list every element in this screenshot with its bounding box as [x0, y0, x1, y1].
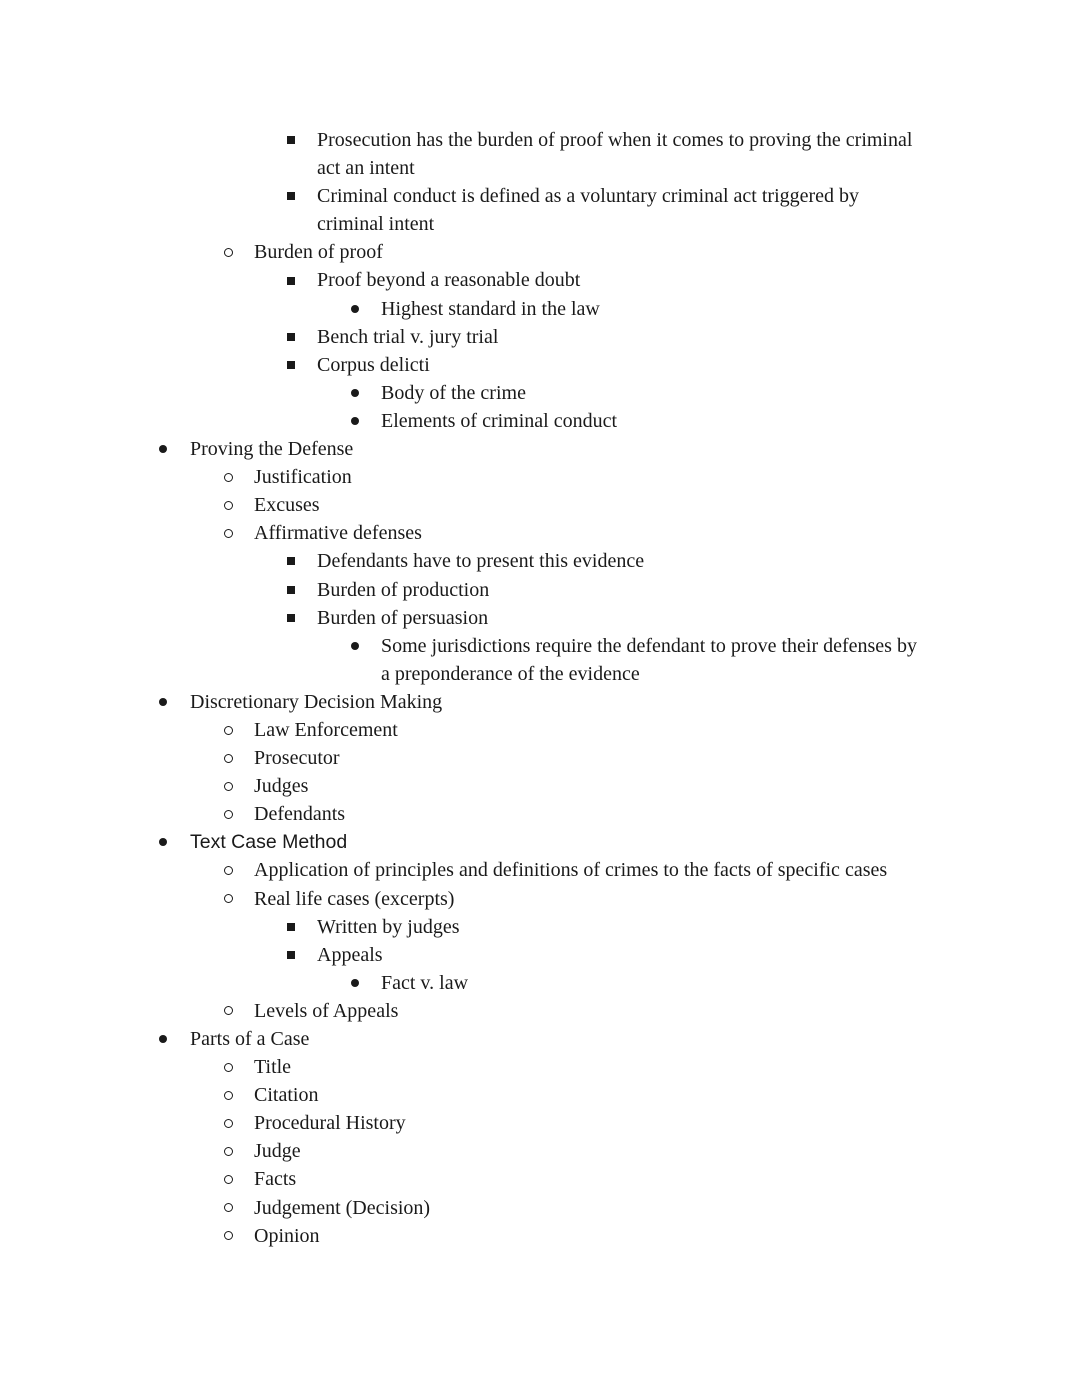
bullet-circle-icon [220, 716, 236, 744]
bullet-dot-icon [347, 969, 363, 997]
outline-item [0, 828, 1080, 856]
outline-item [0, 519, 1080, 547]
outline-item-text: Parts of a Case [190, 1028, 310, 1050]
outline-item-text: act an intent [317, 157, 415, 180]
outline-item [0, 1025, 1080, 1053]
outline-item [0, 1165, 1080, 1193]
outline-item-text: Facts [254, 1168, 297, 1191]
outline-item [0, 856, 1080, 884]
outline-item-text: Proving the Defense [190, 438, 354, 461]
bullet-square-icon [283, 182, 299, 210]
bullet-circle-icon [220, 856, 236, 884]
outline-item-text: Judgement (Decision) [254, 1196, 431, 1219]
bullet-dot-icon [155, 688, 171, 716]
bullet-square-icon [283, 604, 299, 632]
outline-item [0, 632, 1080, 660]
outline-continuation-line [0, 154, 1080, 182]
bullet-circle-icon [220, 1222, 236, 1250]
bullet-dot-icon [155, 1025, 171, 1053]
bullet-dot-icon [347, 632, 363, 660]
bullet-square-icon [283, 941, 299, 969]
outline-item [0, 407, 1080, 435]
outline-item-text: Body of the crime [381, 381, 526, 404]
bullet-circle-icon [220, 885, 236, 913]
bullet-circle-icon [220, 1081, 236, 1109]
outline-item [0, 351, 1080, 379]
outline-item [0, 379, 1080, 407]
outline-item-text: Justification [254, 466, 352, 489]
outline-continuation-line [0, 660, 1080, 688]
outline-item-text: Some jurisdictions require the defendant to prove their defenses by [381, 634, 917, 657]
bullet-circle-icon [220, 238, 236, 266]
bullet-circle-icon [220, 772, 236, 800]
outline-item-text: Judge [254, 1140, 301, 1163]
bullet-circle-icon [220, 491, 236, 519]
outline-item-text: Prosecutor [254, 747, 340, 770]
bullet-circle-icon [220, 1109, 236, 1137]
outline-item-text: Text Case Method [190, 831, 348, 854]
outline-item-text: Defendants [254, 803, 346, 826]
outline-item [0, 969, 1080, 997]
outline-document [0, 126, 1080, 1250]
outline-item-text: Bench trial v. jury trial [317, 325, 499, 348]
outline-continuation-line [0, 210, 1080, 238]
bullet-dot-icon [155, 435, 171, 463]
outline-item-text: Highest standard in the law [381, 297, 600, 320]
bullet-square-icon [283, 913, 299, 941]
bullet-circle-icon [220, 1165, 236, 1193]
bullet-square-icon [283, 323, 299, 351]
outline-item-text: Affirmative defenses [254, 522, 422, 545]
outline-item [0, 1137, 1080, 1165]
outline-item-text: a preponderance of the evidence [381, 662, 640, 685]
bullet-circle-icon [220, 744, 236, 772]
outline-item [0, 435, 1080, 463]
outline-item-text: Citation [254, 1084, 319, 1107]
bullet-circle-icon [220, 800, 236, 828]
bullet-circle-icon [220, 997, 236, 1025]
outline-item [0, 1053, 1080, 1081]
bullet-circle-icon [220, 1194, 236, 1222]
bullet-dot-icon [347, 379, 363, 407]
outline-item [0, 716, 1080, 744]
bullet-square-icon [283, 266, 299, 294]
bullet-circle-icon [220, 1053, 236, 1081]
bullet-circle-icon [220, 463, 236, 491]
bullet-square-icon [283, 576, 299, 604]
outline-item-text: Prosecution has the burden of proof when it comes to proving the criminal [317, 129, 913, 151]
outline-item-text: Procedural History [254, 1112, 406, 1135]
outline-item-text: Appeals [317, 943, 383, 966]
outline-item-text: Excuses [254, 494, 320, 517]
outline-item-text: Written by judges [317, 915, 460, 938]
outline-item-text: Judges [254, 775, 309, 798]
outline-item [0, 1081, 1080, 1109]
outline-item [0, 1109, 1080, 1137]
outline-item-text: Fact v. law [381, 971, 469, 994]
outline-item [0, 182, 1080, 210]
outline-item [0, 576, 1080, 604]
outline-item-text: Burden of proof [254, 241, 383, 264]
outline-item-text: Burden of persuasion [317, 606, 489, 629]
bullet-square-icon [283, 547, 299, 575]
outline-item [0, 1222, 1080, 1250]
outline-item [0, 913, 1080, 941]
bullet-square-icon [283, 126, 299, 154]
outline-item [0, 547, 1080, 575]
outline-item-text: Real life cases (excerpts) [254, 887, 455, 910]
bullet-square-icon [283, 351, 299, 379]
outline-item [0, 604, 1080, 632]
outline-item [0, 1194, 1080, 1222]
outline-item-text: Law Enforcement [254, 718, 398, 741]
outline-item-text: Discretionary Decision Making [190, 690, 443, 713]
outline-item [0, 800, 1080, 828]
outline-item-text: Corpus delicti [317, 353, 430, 376]
outline-item [0, 295, 1080, 323]
outline-item [0, 744, 1080, 772]
bullet-circle-icon [220, 519, 236, 547]
outline-item [0, 688, 1080, 716]
bullet-dot-icon [347, 407, 363, 435]
outline-item-text: Elements of criminal conduct [381, 409, 618, 432]
outline-item [0, 463, 1080, 491]
outline-item-text: criminal intent [317, 213, 435, 236]
outline-item [0, 885, 1080, 913]
outline-item-text: Opinion [254, 1224, 320, 1247]
outline-item-text: Levels of Appeals [254, 999, 399, 1022]
outline-item [0, 323, 1080, 351]
outline-item [0, 491, 1080, 519]
outline-item-text: Proof beyond a reasonable doubt [317, 269, 581, 292]
outline-item [0, 126, 1080, 154]
outline-item-text: Title [254, 1056, 292, 1079]
outline-item [0, 997, 1080, 1025]
outline-item [0, 238, 1080, 266]
bullet-dot-icon [347, 295, 363, 323]
outline-item [0, 266, 1080, 294]
outline-item [0, 772, 1080, 800]
outline-item [0, 941, 1080, 969]
outline-item-text: Defendants have to present this evidence [317, 550, 645, 573]
bullet-circle-icon [220, 1137, 236, 1165]
outline-item-text: Criminal conduct is defined as a voluntary criminal act triggered by [317, 185, 860, 208]
outline-item-text: Burden of production [317, 578, 490, 601]
outline-item-text: Application of principles and definitions of crimes to the facts of specific cases [254, 859, 888, 882]
bullet-dot-icon [155, 828, 171, 856]
